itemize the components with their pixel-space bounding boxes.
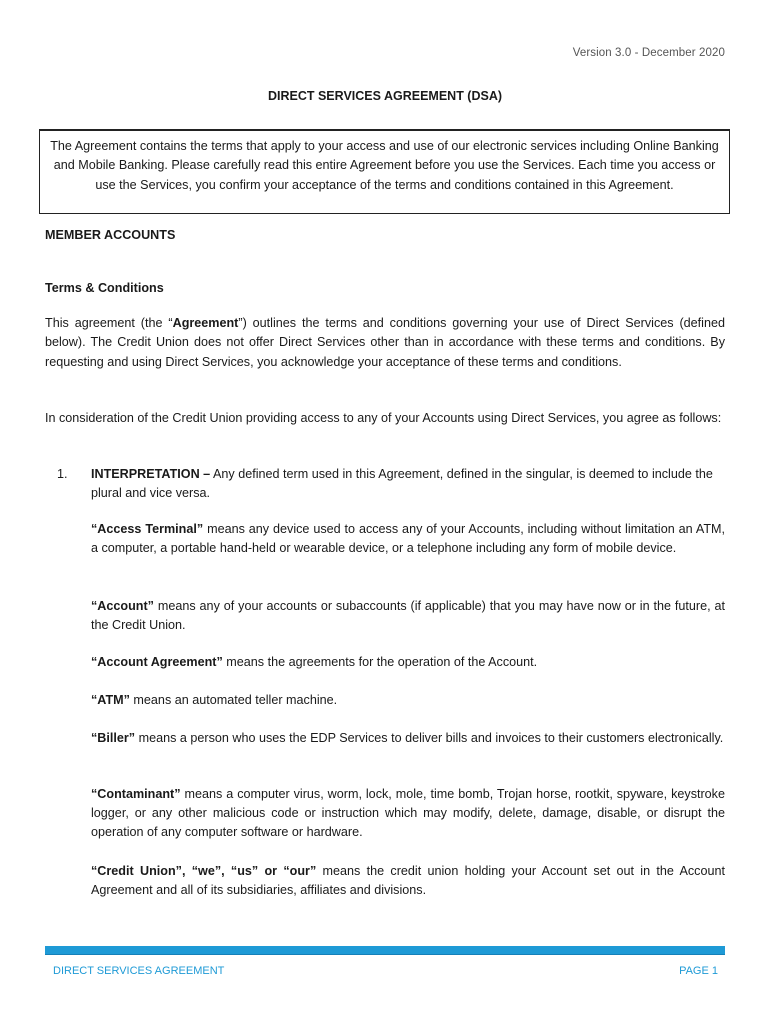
footer-title: DIRECT SERVICES AGREEMENT — [53, 965, 225, 977]
consideration-paragraph: In consideration of the Credit Union providing access to any of your Accounts using Direct Services, you agree as follows: — [45, 411, 722, 425]
definition-term: “Account Agreement” — [91, 655, 223, 669]
page-number: PAGE 1 — [679, 965, 718, 977]
document-title: DIRECT SERVICES AGREEMENT (DSA) — [267, 89, 503, 103]
definition-term: “Account” — [91, 599, 154, 613]
notice-box — [39, 129, 730, 214]
agreement-term: Agreement — [172, 316, 239, 330]
definition-text: means a person who uses the EDP Services to deliver bills and invoices to their customers electronically. — [135, 731, 724, 745]
definition-item — [91, 597, 725, 635]
definition-text: means any device used to access any of your Accounts, including without limitation an ATM, a computer, a portable hand-held or wearable device, or a telephone including any form of mobile device. — [91, 522, 726, 555]
footer-divider — [45, 946, 725, 955]
definition-term: “Credit Union”, “we”, “us” or “our” — [91, 864, 317, 878]
interpretation-text: Any defined term used in this Agreement, defined in the singular, is deemed to include the plural and vice versa. — [91, 467, 713, 500]
definition-text: means the credit union holding your Account set out in the Account Agreement and all of its subsidiaries, affiliates and divisions. — [91, 864, 725, 897]
notice-text: The Agreement contains the terms that apply to your access and use of our electronic services including Online Banking and Mobile Banking. Please carefully read this entire Agreement before you use the Services. Each time you access or use the Services, you confirm your acceptance of the terms and conditions contained in this Agreement. — [50, 139, 719, 192]
interpretation-item — [91, 465, 725, 503]
definition-text: means any of your accounts or subaccounts (if applicable) that you may have now or in the future, at the Credit Union. — [91, 599, 725, 632]
terms-heading: Terms & Conditions — [45, 281, 164, 295]
definition-text: means an automated teller machine. — [129, 693, 338, 707]
member-accounts-heading: MEMBER ACCOUNTS — [45, 228, 176, 242]
definition-term: “Biller” — [91, 731, 136, 745]
definition-item — [91, 520, 725, 558]
definition-item — [91, 653, 725, 672]
interpretation-title: INTERPRETATION – — [91, 467, 211, 481]
definition-text: means the agreements for the operation of the Account. — [222, 655, 538, 669]
intro-text-pre: This agreement (the “ — [45, 316, 173, 330]
intro-text-post: ”) outlines the terms and conditions governing your use of Direct Services (defined below). The Credit Union does not offer Direct Services other than in accordance with these terms and conditions. By requesting and using Direct Services, you acknowledge your acceptance of these terms and conditions. — [45, 316, 725, 369]
list-number: 1. — [57, 467, 68, 481]
definition-item — [91, 785, 725, 842]
definition-item — [91, 729, 725, 748]
version-label: Version 3.0 - December 2020 — [572, 47, 725, 59]
definition-term: “Access Terminal” — [91, 522, 204, 536]
definition-text: means a computer virus, worm, lock, mole, time bomb, Trojan horse, rootkit, spyware, keystroke logger, or any other malicious code or instruction which may modify, delete, damage, disable, or disrupt the operation of any computer software or hardware. — [91, 787, 725, 839]
definition-item — [91, 862, 725, 900]
definition-term: “Contaminant” — [91, 787, 181, 801]
definition-item — [91, 691, 725, 710]
definition-term: “ATM” — [91, 693, 130, 707]
intro-paragraph — [45, 314, 725, 372]
